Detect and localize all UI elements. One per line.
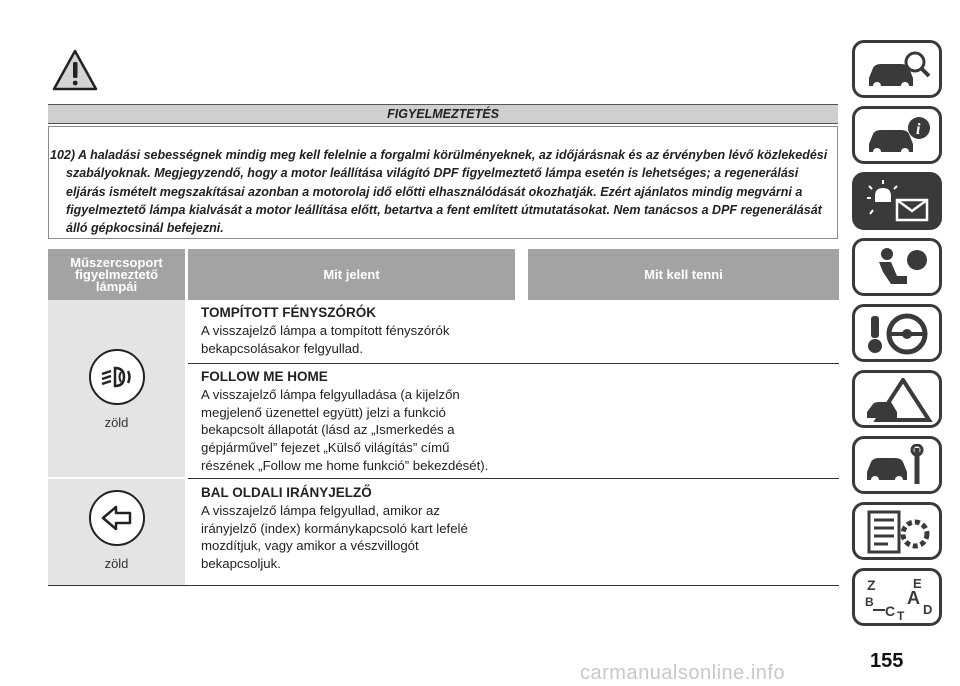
warning-text: A haladási sebességnek mindig meg kell felelnie a forgalmi körülményeknek, az időjárásnak és az érvényben lévő közlekedési szabályoknak. Megjegyzendő, hogy a motor leállítása világító DPF figyelmeztető lámpa esetén is lehetséges; a regenerálási eljárás ismételt megszakításai azonban a motorolaj idő előtti elhasználódását okozhatják. Ezért ajánlatos mindig megvárni a figyelmeztető lámpa kialvását a motor leállítása előtt, betartva a fent említett útmutatásokat. Nem tanácsos a DPF regenerálását álló gépkocsinál befejezni. — [66, 148, 828, 236]
lamp-circle — [89, 349, 145, 405]
steering-wheel-key-icon — [863, 312, 933, 356]
header-lamp-group — [48, 249, 185, 300]
entry-line: irányjelző (index) kormánykapcsoló kart lefelé — [201, 520, 468, 536]
index-letter: Z — [867, 577, 876, 593]
header-lamp-line3: lámpái — [95, 278, 138, 294]
table-bottom-line — [48, 585, 839, 586]
tab-car-info[interactable] — [852, 106, 942, 164]
car-info-icon — [863, 114, 933, 158]
entry-dipped-beam — [201, 304, 521, 357]
lamp-circle — [89, 490, 145, 546]
tab-warning-lights[interactable] — [852, 172, 942, 230]
index-letter: A — [907, 588, 920, 608]
lamp-cell-dipped-beam — [48, 300, 185, 477]
entry-line: A visszajelző lámpa felgyulladása (a kijelzőn — [201, 386, 460, 402]
entry-line: gépjárművel” fejezet „Külső világítás” című — [201, 440, 450, 456]
header-action: Mit kell tenni — [528, 249, 839, 300]
seat-airbag-icon — [863, 246, 933, 290]
left-turn-signal-icon — [91, 492, 143, 544]
tab-emergency[interactable] — [852, 370, 942, 428]
index-letter: D — [923, 602, 933, 617]
warning-light-message-icon — [863, 180, 933, 224]
lamp-cell-left-turn — [48, 479, 185, 585]
entry-line: mozdítjuk, vagy amikor a vészvillogót — [201, 538, 419, 554]
breakdown-triangle-icon — [863, 378, 933, 422]
tab-technical-data[interactable] — [852, 502, 942, 560]
entry-heading: BAL OLDALI IRÁNYJELZŐ — [201, 485, 372, 500]
warning-text-block — [50, 146, 830, 237]
row-divider — [188, 363, 839, 364]
index-letter: B — [865, 595, 874, 609]
warning-triangle-icon — [52, 49, 98, 91]
tab-car-search[interactable] — [852, 40, 942, 98]
entry-line: A visszajelző lámpa a tompított fényszórók — [201, 322, 450, 338]
entry-line: bekapcsoljuk. — [201, 556, 281, 572]
entry-line: bekapcsolásakor felgyullad. — [201, 340, 364, 356]
car-service-tools-icon — [863, 444, 933, 488]
lamp-color-label: zöld — [104, 556, 129, 571]
lamp-color-label: zöld — [104, 415, 129, 430]
entry-line: A visszajelző lámpa felgyullad, amikor az — [201, 502, 440, 518]
tab-index[interactable] — [852, 568, 942, 626]
tab-service[interactable] — [852, 436, 942, 494]
alphabetical-index-icon — [863, 576, 933, 620]
watermark: carmanualsonline.info — [580, 662, 786, 684]
index-letter: E — [913, 576, 922, 591]
tab-starting-driving[interactable] — [852, 304, 942, 362]
entry-heading: TOMPÍTOTT FÉNYSZÓRÓK — [201, 305, 377, 320]
car-search-icon — [863, 48, 933, 92]
entry-line: megjelenő üzenettel együtt) jelzi a funkció — [201, 404, 446, 420]
tab-safety[interactable] — [852, 238, 942, 296]
page-number: 155 — [870, 650, 904, 672]
entry-follow-me-home — [201, 368, 521, 475]
entry-line: részének „Follow me home funkció” bekezdését). — [201, 457, 489, 473]
entry-left-turn — [201, 484, 521, 573]
dipped-beam-icon — [91, 351, 143, 403]
warning-title: FIGYELMEZTETÉS — [48, 104, 838, 124]
technical-data-icon — [863, 510, 933, 554]
entry-heading: FOLLOW ME HOME — [201, 369, 328, 384]
index-letter: C — [885, 603, 896, 619]
row-divider — [188, 478, 839, 479]
header-lamp-line1: Műszercsoport — [70, 254, 163, 270]
warning-number: 102) — [50, 148, 76, 162]
header-lamp-line2: figyelmeztető — [74, 266, 159, 282]
entry-line: bekapcsolt állapotát (lásd az „Ismerkedés a — [201, 422, 455, 438]
index-letter: T — [897, 609, 905, 620]
svg-text:i: i — [916, 121, 921, 138]
header-meaning: Mit jelent — [188, 249, 515, 300]
